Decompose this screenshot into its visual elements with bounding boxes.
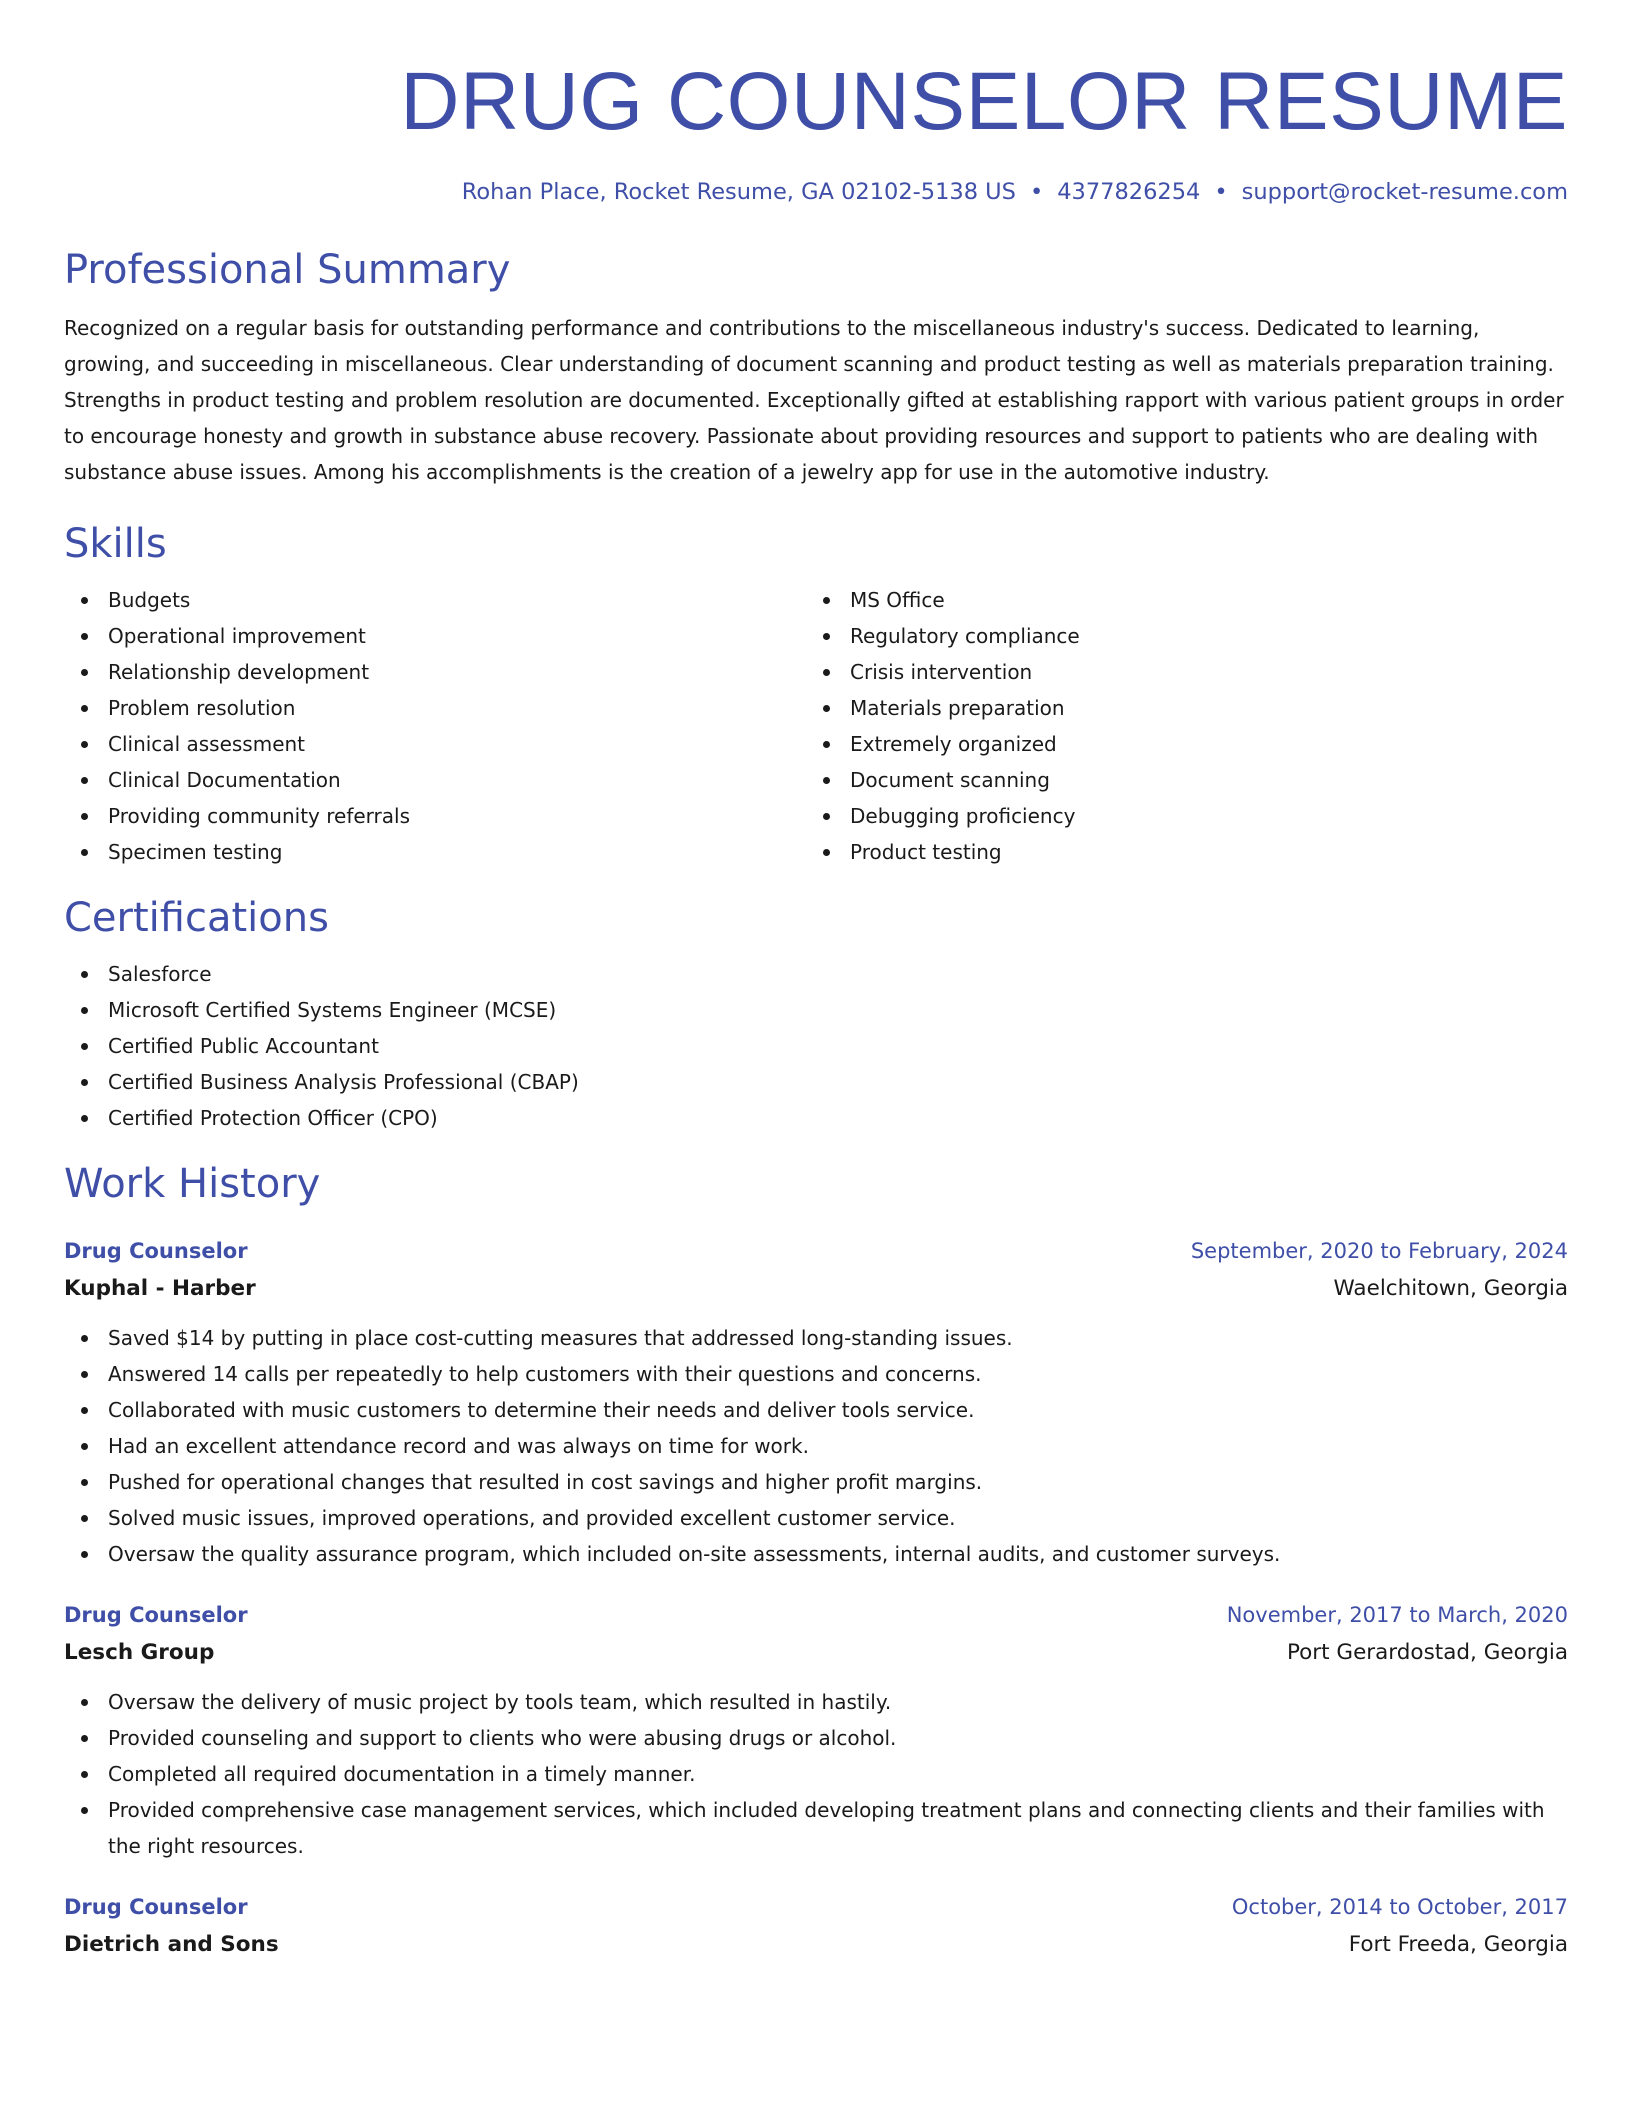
job-company-row xyxy=(64,1270,1568,1308)
skill-item: Problem resolution xyxy=(64,690,806,726)
skill-item: Budgets xyxy=(64,582,806,618)
skill-item: Relationship development xyxy=(64,654,806,690)
job-dates: October, 2014 to October, 2017 xyxy=(1231,1895,1568,1919)
job-duty-item: Had an excellent attendance record and was always on time for work. xyxy=(64,1428,1568,1464)
job-entry xyxy=(64,1596,1568,1864)
skills-section xyxy=(64,520,1568,870)
contact-address: Rohan Place, Rocket Resume, GA 02102-5138 US xyxy=(461,179,1016,205)
skill-item: Materials preparation xyxy=(806,690,1506,726)
skills-list-right xyxy=(806,582,1506,870)
job-entry xyxy=(64,1888,1568,1964)
summary-text: Recognized on a regular basis for outstanding performance and contributions to the miscellaneous industry's success. Dedicated to learning, growing, and succeeding in miscellaneous. Clear understanding of document scanning and product testing as well as materials preparation training. Strengths in product testing and problem resolution are documented. Exceptionally gifted at establishing rapport with various patient groups in order to encourage honesty and growth in substance abuse recovery. Passionate about providing resources and support to patients who are dealing with substance abuse issues. Among his accomplishments is the creation of a jewelry app for use in the automotive industry. xyxy=(64,316,1564,484)
skill-item: MS Office xyxy=(806,582,1506,618)
job-duty-item: Oversaw the quality assurance program, which included on-site assessments, internal audits, and customer surveys. xyxy=(64,1536,1568,1572)
job-duties-list xyxy=(64,1684,1568,1864)
job-duty-item: Completed all required documentation in a timely manner. xyxy=(64,1756,1568,1792)
skill-item: Providing community referrals xyxy=(64,798,806,834)
job-company: Dietrich and Sons xyxy=(64,1932,279,1957)
work-history-heading: Work History xyxy=(64,1161,321,1207)
skill-item: Product testing xyxy=(806,834,1506,870)
skills-list-left xyxy=(64,582,806,870)
job-duties-list xyxy=(64,1320,1568,1572)
job-title-row xyxy=(64,1232,1568,1270)
job-title-row xyxy=(64,1888,1568,1926)
skill-item: Regulatory compliance xyxy=(806,618,1506,654)
page-title: DRUG COUNSELOR RESUME xyxy=(400,56,1568,147)
job-company: Kuphal - Harber xyxy=(64,1276,256,1301)
job-company: Lesch Group xyxy=(64,1640,215,1665)
job-duty-item: Provided counseling and support to clients who were abusing drugs or alcohol. xyxy=(64,1720,1568,1756)
certifications-heading: Certifications xyxy=(64,895,329,941)
job-location: Waelchitown, Georgia xyxy=(1333,1276,1568,1301)
job-duty-item: Provided comprehensive case management services, which included developing treatment plans and connecting clients and their families with the right resources. xyxy=(64,1792,1568,1864)
contact-line xyxy=(64,176,1568,208)
skill-item: Operational improvement xyxy=(64,618,806,654)
summary-heading: Professional Summary xyxy=(64,247,511,293)
work-history-section xyxy=(64,1160,1568,1964)
contact-email[interactable]: support@rocket-resume.com xyxy=(1241,179,1568,205)
skills-heading: Skills xyxy=(64,521,167,567)
job-entry xyxy=(64,1232,1568,1572)
job-title: Drug Counselor xyxy=(64,1239,248,1263)
skill-item: Specimen testing xyxy=(64,834,806,870)
job-title: Drug Counselor xyxy=(64,1603,248,1627)
job-location: Port Gerardostad, Georgia xyxy=(1286,1640,1568,1665)
skill-item: Debugging proficiency xyxy=(806,798,1506,834)
job-duty-item: Collaborated with music customers to determine their needs and deliver tools service. xyxy=(64,1392,1568,1428)
skill-item: Extremely organized xyxy=(806,726,1506,762)
job-company-row xyxy=(64,1926,1568,1964)
skills-column-right xyxy=(806,582,1506,870)
certification-item: Certified Business Analysis Professional (CBAP) xyxy=(64,1064,1568,1100)
job-dates: September, 2020 to February, 2024 xyxy=(1190,1239,1568,1263)
contact-separator: • xyxy=(1214,179,1228,205)
job-title-row xyxy=(64,1596,1568,1634)
contact-phone: 4377826254 xyxy=(1057,179,1201,205)
job-company-row xyxy=(64,1634,1568,1672)
summary-section xyxy=(64,246,1568,490)
skills-grid xyxy=(64,582,1568,870)
resume-header xyxy=(64,52,1568,208)
contact-separator: • xyxy=(1029,179,1044,205)
certification-item: Certified Public Accountant xyxy=(64,1028,1568,1064)
job-duty-item: Oversaw the delivery of music project by tools team, which resulted in hastily. xyxy=(64,1684,1568,1720)
job-duty-item: Answered 14 calls per repeatedly to help customers with their questions and concerns. xyxy=(64,1356,1568,1392)
certifications-list xyxy=(64,956,1568,1136)
job-duty-item: Saved $14 by putting in place cost-cutting measures that addressed long-standing issues. xyxy=(64,1320,1568,1356)
skill-item: Crisis intervention xyxy=(806,654,1506,690)
job-location: Fort Freeda, Georgia xyxy=(1348,1932,1568,1957)
certification-item: Certified Protection Officer (CPO) xyxy=(64,1100,1568,1136)
job-duty-item: Solved music issues, improved operations, and provided excellent customer service. xyxy=(64,1500,1568,1536)
skill-item: Clinical assessment xyxy=(64,726,806,762)
skill-item: Clinical Documentation xyxy=(64,762,806,798)
certification-item: Salesforce xyxy=(64,956,1568,992)
job-title: Drug Counselor xyxy=(64,1895,248,1919)
skills-column-left xyxy=(64,582,806,870)
job-duty-item: Pushed for operational changes that resulted in cost savings and higher profit margins. xyxy=(64,1464,1568,1500)
skill-item: Document scanning xyxy=(806,762,1506,798)
certifications-section xyxy=(64,894,1568,1136)
job-dates: November, 2017 to March, 2020 xyxy=(1226,1603,1568,1627)
certification-item: Microsoft Certified Systems Engineer (MCSE) xyxy=(64,992,1568,1028)
